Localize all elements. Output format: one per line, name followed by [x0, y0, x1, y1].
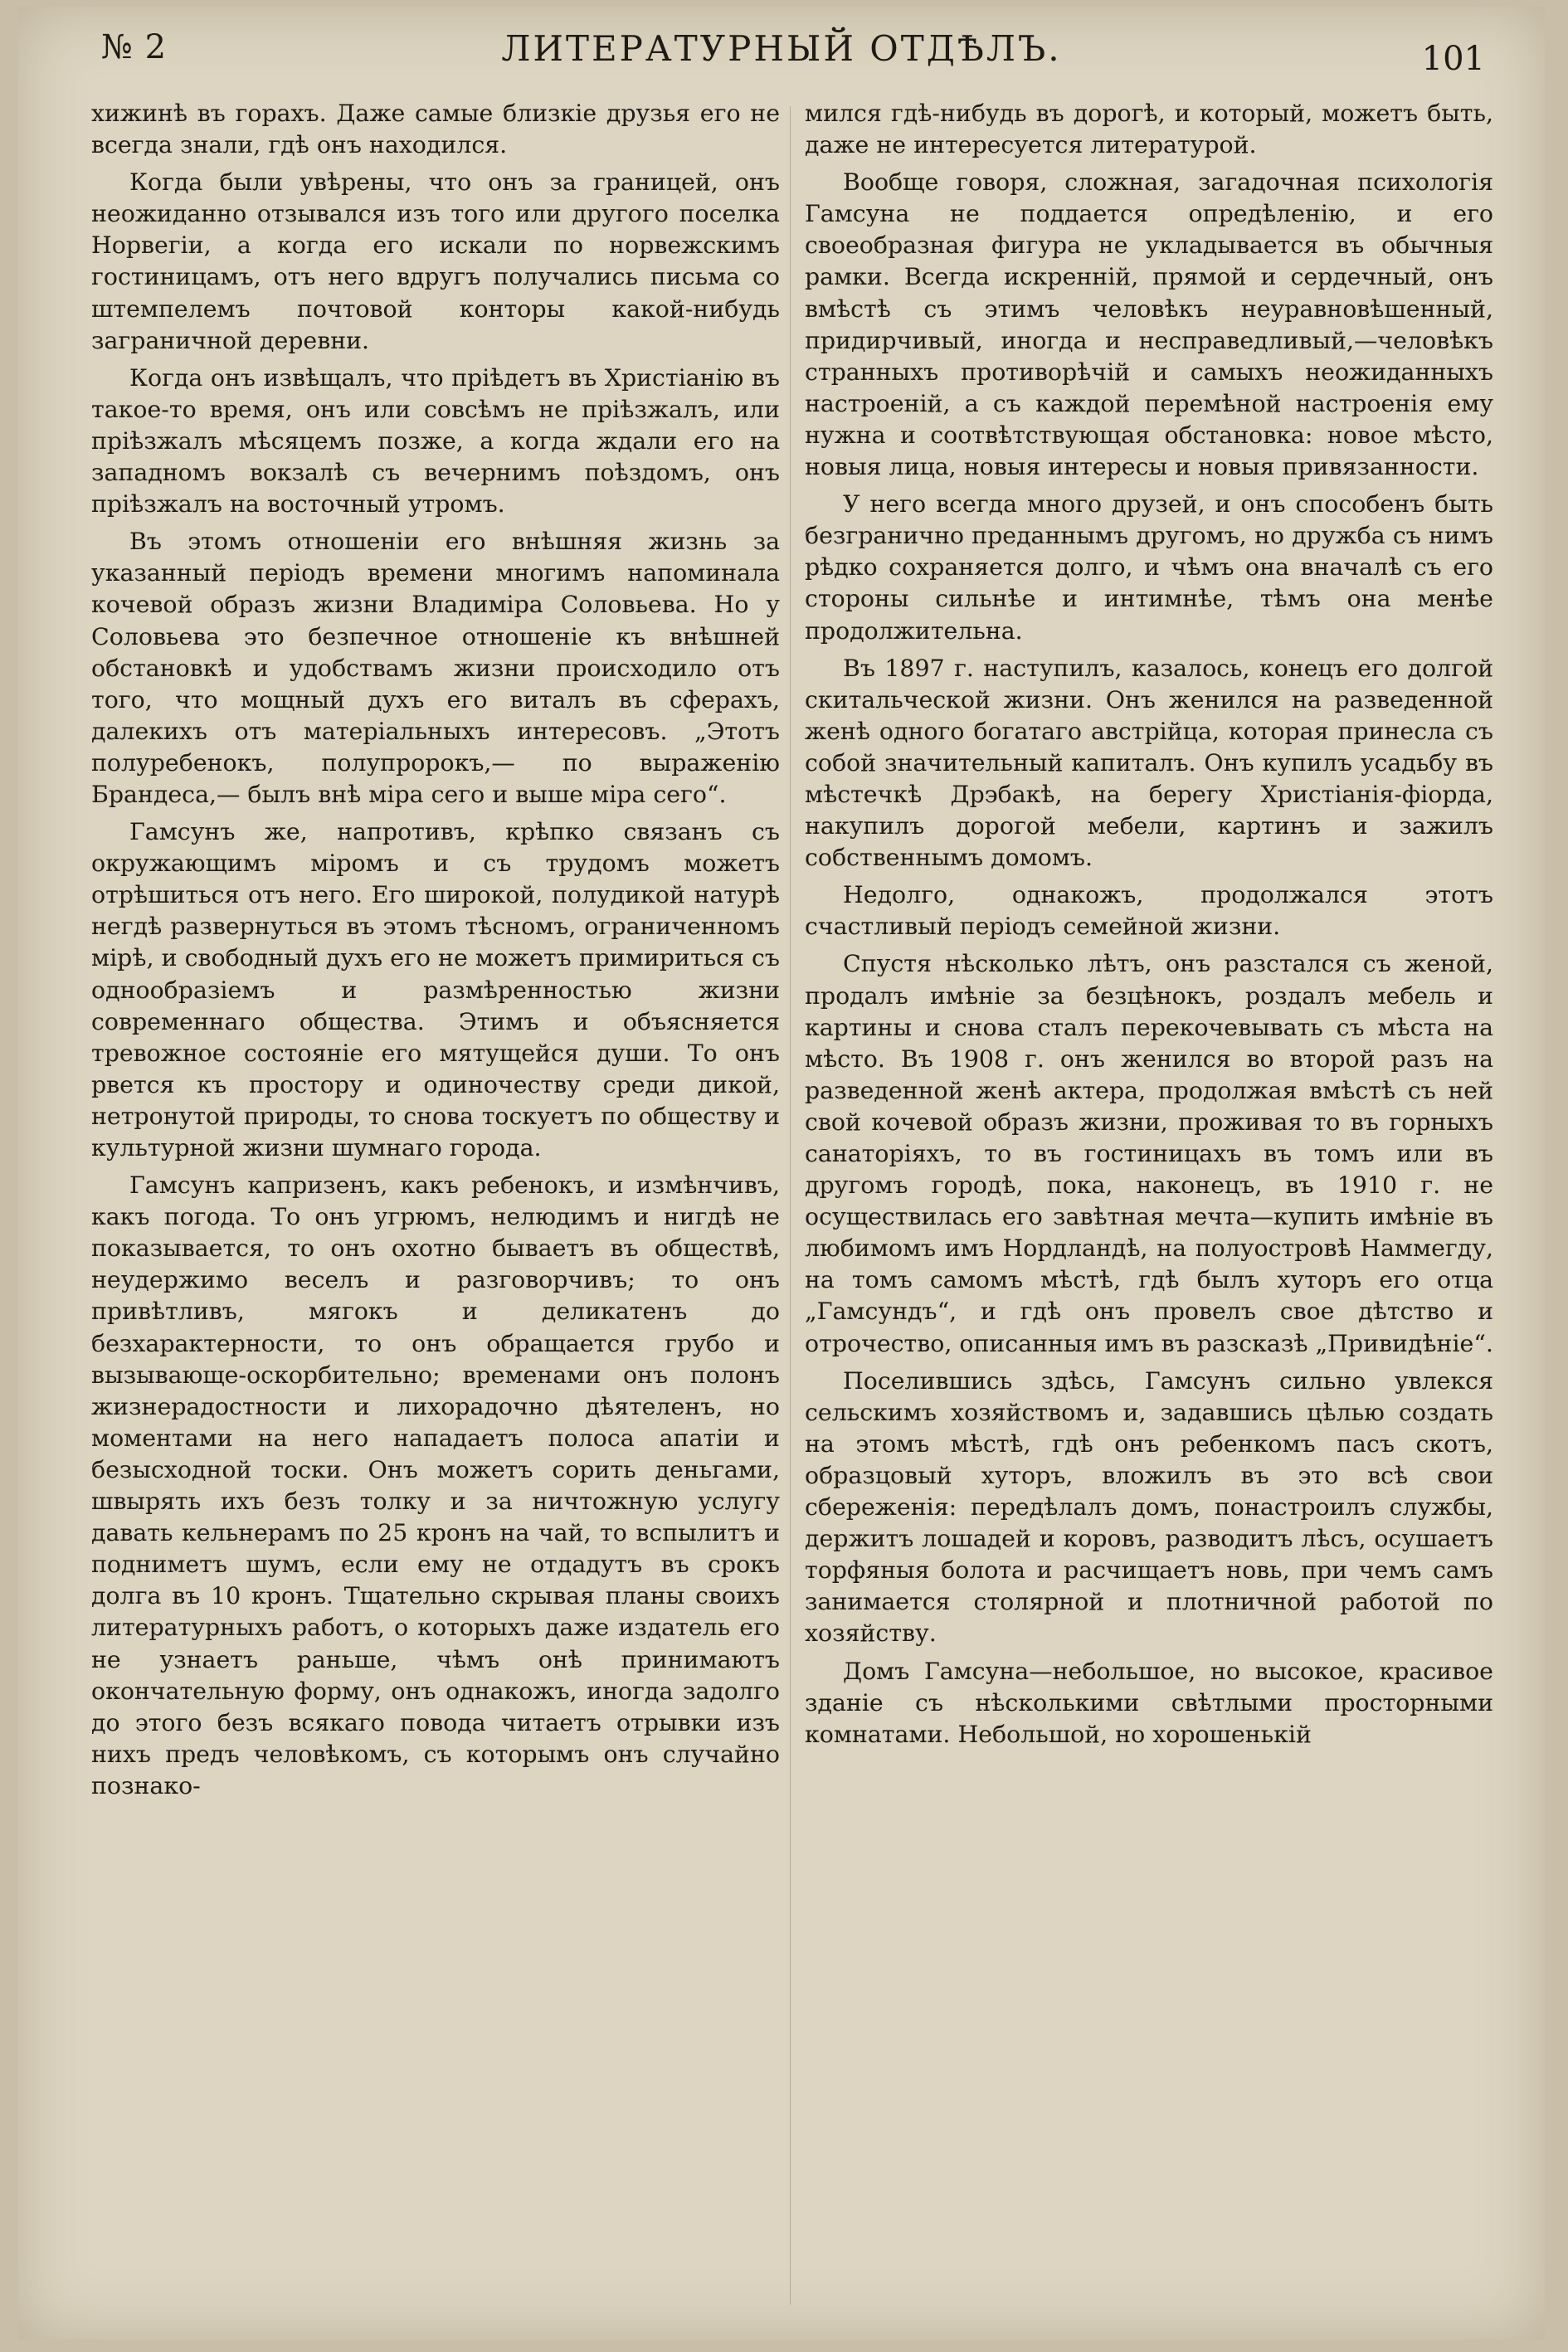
paragraph: Когда онъ извѣщалъ, что пріѣдетъ въ Христіанію въ такое-то время, онъ или совсѣмъ не пріѣзжалъ, или пріѣзжалъ мѣсяцемъ позже, а когда ждали его на западномъ вокзалѣ съ вечернимъ поѣздомъ, онъ пріѣзжалъ на восточный утромъ. — [91, 363, 780, 519]
paragraph: У него всегда много друзей, и онъ способенъ быть безгранично преданнымъ другомъ, но дружба съ нимъ рѣдко сохраняется долго, и чѣмъ она вначалѣ съ его стороны сильнѣе и интимнѣе, тѣмъ она менѣе продолжительна. — [805, 490, 1493, 645]
page-number: 101 — [1421, 40, 1485, 78]
paragraph: Вообще говоря, сложная, загадочная психологія Гамсуна не поддается опредѣленію, и его своеобразная фигура не укладывается въ обычныя рамки. Всегда искренній, прямой и сердечный, онъ вмѣстѣ съ этимъ человѣкъ неуравновѣшенный, придирчивый, иногда и несправедливый,—человѣкъ странныхъ противорѣчій и самыхъ неожиданныхъ настроеній, а съ каждой перемѣной настроенія ему нужна и соотвѣтствующая обстановка: новое мѣсто, новыя лица, новыя интересы и новыя привязанности. — [805, 168, 1493, 481]
paragraph: Домъ Гамсуна—небольшое, но высокое, красивое зданіе съ нѣсколькими свѣтлыми просторными комнатами. Небольшой, но хорошенькій — [805, 1657, 1493, 1748]
left-column — [91, 98, 780, 2321]
page-header — [18, 7, 1545, 98]
paragraph: Въ этомъ отношеніи его внѣшняя жизнь за указанный періодъ времени многимъ напоминала кочевой образъ жизни Владиміра Соловьева. Но у Соловьева это безпечное отношеніе къ внѣшней обстановкѣ и удобствамъ жизни происходило отъ того, что мощный духъ его виталъ въ сферахъ, далекихъ отъ матеріальныхъ интересовъ. „Этотъ полуребенокъ, полупророкъ,— по выраженію Брандеса,— былъ внѣ міра сего и выше міра сего“. — [91, 528, 780, 808]
paragraph: мился гдѣ-нибудь въ дорогѣ, и который, можетъ быть, даже не интересуется литературой. — [805, 100, 1493, 159]
paragraph: Когда были увѣрены, что онъ за границей, онъ неожиданно отзывался изъ того или другого поселка Норвегіи, а когда его искали по норвежскимъ гостиницамъ, отъ него вдругъ получались письма со штемпелемъ почтовой конторы какой-нибудь заграничной деревни. — [91, 168, 780, 354]
paragraph: хижинѣ въ горахъ. Даже самые близкіе друзья его не всегда знали, гдѣ онъ находился. — [91, 100, 780, 159]
paragraph: Спустя нѣсколько лѣтъ, онъ разстался съ женой, продалъ имѣніе за безцѣнокъ, роздалъ мебель и картины и снова сталъ перекочевывать съ мѣста на мѣсто. Въ 1908 г. онъ женился во второй разъ на разведенной женѣ актера, продолжая вмѣстѣ съ ней свой кочевой образъ жизни, проживая то въ горныхъ санаторіяхъ, то въ гостиницахъ въ томъ или въ другомъ городѣ, пока, наконецъ, въ 1910 г. не осуществилась его завѣтная мечта—купить имѣніе въ любимомъ имъ Нордландѣ, на полуостровѣ Наммегду, на томъ самомъ мѣстѣ, гдѣ былъ хуторъ его отца „Гамсундъ“, и гдѣ онъ провелъ свое дѣтство и отрочество, описанныя имъ въ разсказѣ „Привидѣніе“. — [805, 950, 1493, 1357]
paragraph: Гамсунъ же, напротивъ, крѣпко связанъ съ окружающимъ міромъ и съ трудомъ можетъ отрѣшиться отъ него. Его широкой, полудикой натурѣ негдѣ развернуться въ этомъ тѣсномъ, ограниченномъ мірѣ, и свободный духъ его не можетъ примириться съ однообразіемъ и размѣренностью жизни современнаго общества. Этимъ и объясняется тревожное состояніе его мятущейся души. То онъ рвется къ простору и одиночеству среди дикой, нетронутой природы, то снова тоскуетъ по обществу и культурной жизни шумнаго города. — [91, 818, 780, 1161]
right-column — [805, 98, 1493, 2321]
paragraph: Недолго, однакожъ, продолжался этотъ счастливый періодъ семейной жизни. — [805, 881, 1493, 941]
running-title: ЛИТЕРАТУРНЫЙ ОТДѢЛЪ. — [501, 28, 1062, 69]
page — [18, 7, 1545, 2340]
paragraph: Поселившись здѣсь, Гамсунъ сильно увлекся сельскимъ хозяйствомъ и, задавшись цѣлью создать на этомъ мѣстѣ, гдѣ онъ ребенкомъ пасъ скотъ, образцовый хуторъ, вложилъ въ это всѣ свои сбереженія: передѣлалъ домъ, понастроилъ службы, держитъ лошадей и коровъ, разводитъ лѣсъ, осушаетъ торфяныя болота и расчищаетъ новь, при чемъ самъ занимается столярной и плотничной работой по хозяйству. — [805, 1366, 1493, 1648]
column-divider — [790, 106, 791, 2305]
paragraph: Въ 1897 г. наступилъ, казалось, конецъ его долгой скитальческой жизни. Онъ женился на разведенной женѣ одного богатаго австрійца, которая принесла съ собой значительный капиталъ. Онъ купилъ усадьбу въ мѣстечкѣ Дрэбакѣ, на берегу Христіанія-фіорда, накупилъ дорогой мебели, картинъ и зажилъ собственнымъ домомъ. — [805, 654, 1493, 872]
paragraph: Гамсунъ капризенъ, какъ ребенокъ, и измѣнчивъ, какъ погода. То онъ угрюмъ, нелюдимъ и нигдѣ не показывается, то онъ охотно бываетъ въ обществѣ, неудержимо веселъ и разговорчивъ; то онъ привѣтливъ, мягокъ и деликатенъ до безхарактерности, то онъ обращается грубо и вызывающе-оскорбительно; временами онъ полонъ жизнерадостности и лихорадочно дѣятеленъ, но моментами на него нападаетъ полоса апатіи и безысходной тоски. Онъ можетъ сорить деньгами, швырять ихъ безъ толку и за ничтожную услугу давать кельнерамъ по 25 кронъ на чай, то вспылитъ и подниметъ шумъ, если ему не отдадутъ въ срокъ долга въ 10 кронъ. Тщательно скрывая планы своихъ литературныхъ работъ, о которыхъ даже издатель его не узнаетъ раньше, чѣмъ онѣ принимаютъ окончательную форму, онъ однакожъ, иногда задолго до этого безъ всякаго повода читаетъ отрывки изъ нихъ предъ человѣкомъ, съ которымъ онъ случайно познако- — [91, 1171, 780, 1799]
issue-number: № 2 — [101, 28, 168, 66]
